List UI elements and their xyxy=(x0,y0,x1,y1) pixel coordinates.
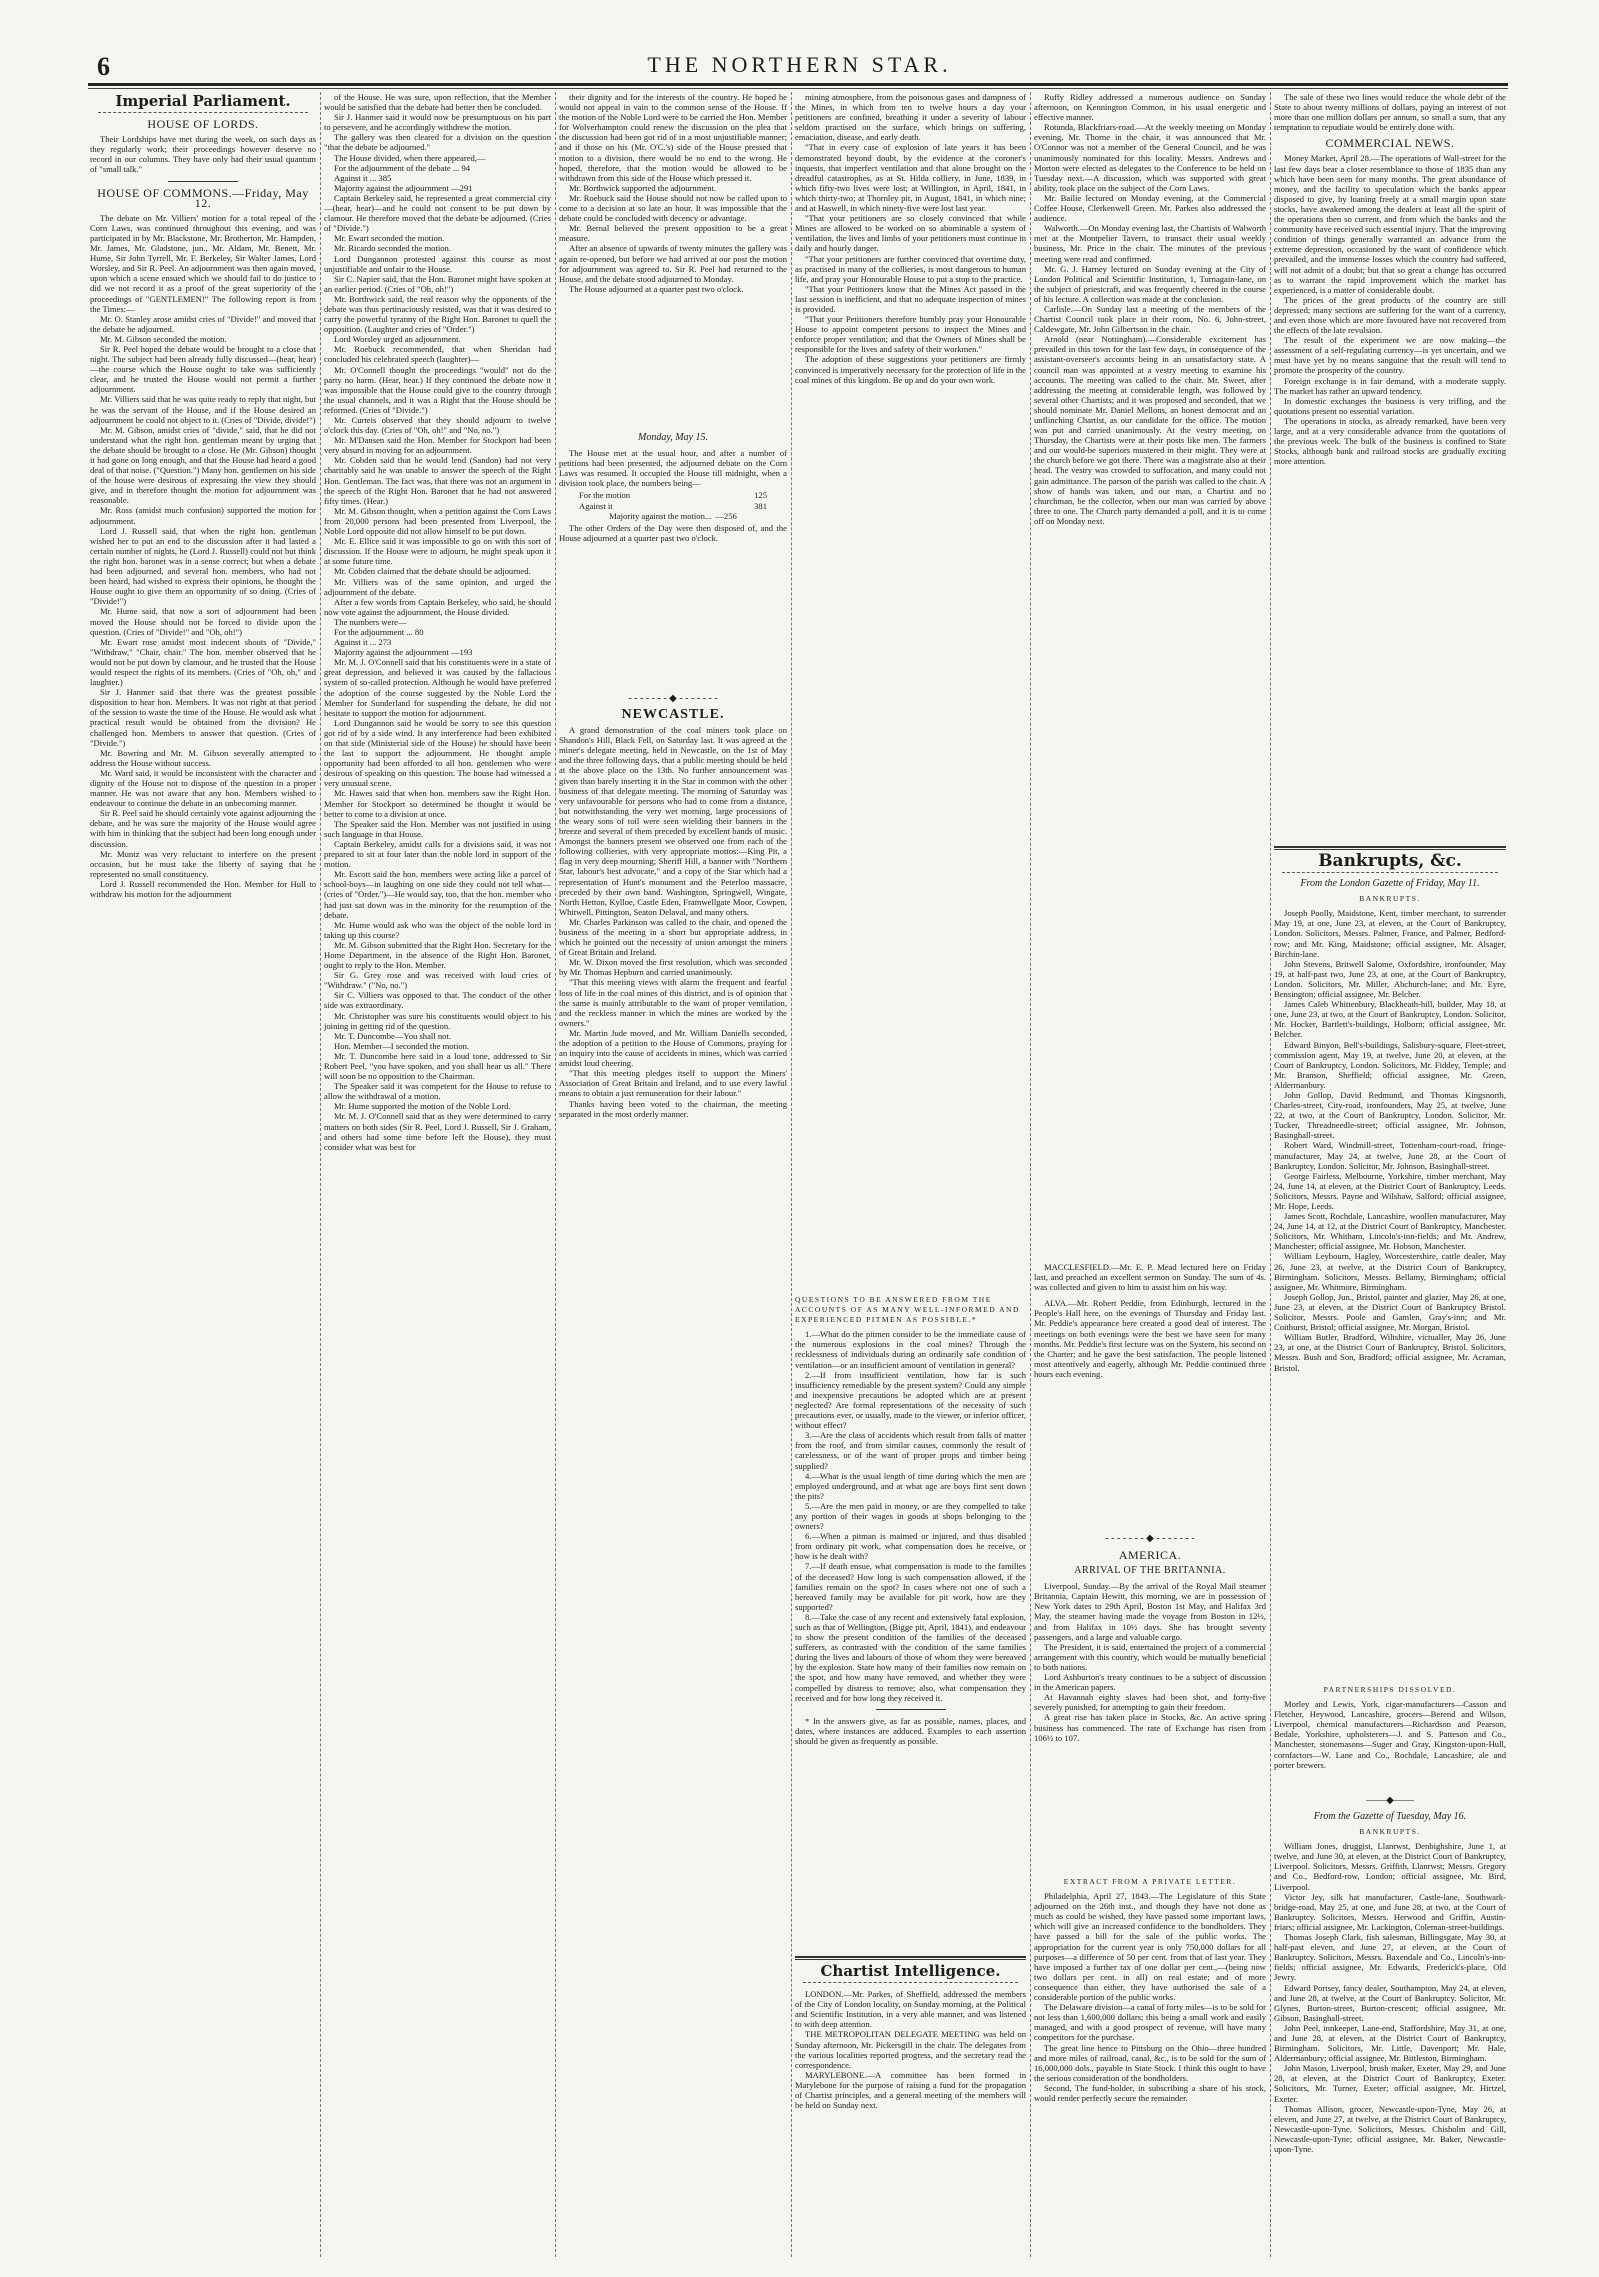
heading-britannia: ARRIVAL OF THE BRITANNIA. xyxy=(1074,1565,1226,1577)
division-label: Against it xyxy=(579,500,613,511)
article-body xyxy=(90,213,316,899)
paragraph: Second, The fund-holder, in subscribing a share of his stock, would render perfectly secure the remainder. xyxy=(1034,2082,1266,2103)
article-body xyxy=(1034,1581,1266,1743)
division-label: Majority against the motion... xyxy=(609,510,712,521)
paragraph: Victor Jey, silk hat manufacturer, Castle-lane, Southwark-bridge-road, May 25, at one, and June 28, at two, at the Court of Bankruptcy. Solicitors, Messrs. Herwood and Griffin, Austin-friars; official assignee, Mr. Lackington, Coleman-street-buildings. xyxy=(1274,1891,1506,1932)
bankrupt-list xyxy=(1274,1841,1506,2154)
paragraph: Sir G. Grey rose and was received with loud cries of "Withdraw." ("No, no.") xyxy=(324,970,551,991)
paragraph: 3.—Are the class of accidents which result from falls of matter from the roof, and from similar causes, commonly the result of carelessness, or of the want of proper props and timber being supplied? xyxy=(795,1430,1026,1471)
column-5-local xyxy=(1034,1262,1266,1530)
paragraph: The debate on Mr. Villiers' motion for a total repeal of the Corn Laws, was continued throughout this evening, and was participated in by Mr. Blackstone, Mr. Brotherton, Mr. Hampden, Mr. James, Mr. Gladstone, jun., Mr. Aldam, Mr. Benett, Mr. Hume, Sir John Tyrrell, Mr. F. Berkeley, Sir Walter James, Lord Worsley, and Sir R. Peel. An adjournment was then again moved, upon which a scene ensued which we should fail to do justice to did we not record it as a proof of the great superiority of the proceedings of "GENTLEMEN!" The following report is from the Times:— xyxy=(90,212,316,314)
paragraph: The House divided, when there appeared,— xyxy=(334,152,486,163)
heading-house-of-commons: HOUSE OF COMMONS.—Friday, May 12. xyxy=(97,185,309,210)
paragraph: Mr. Muntz was very reluctant to interfere on the present occasion, but he must take the liberty of saying that he represented no small constituency. xyxy=(90,848,316,879)
divider xyxy=(1274,846,1506,850)
paragraph: Sir R. Peel said he should certainly vote against adjourning the debate, and he was sure the majority of the House would agree with him in thinking that the subject had been long enough under discussion. xyxy=(90,808,316,849)
paragraph: After a few words from Captain Berkeley, who said, he should now vote against the adjournment, the House divided. xyxy=(324,596,551,617)
paragraph: Lord Ashburton's treaty continues to be a subject of discussion in the American papers. xyxy=(1034,1672,1266,1693)
section-title-chartist-intelligence: Chartist Intelligence. xyxy=(820,1962,1001,1980)
section-title-bankrupts: Bankrupts, &c. xyxy=(1318,851,1462,871)
paragraph: Mr. Borthwick said, the real reason why the opponents of the debate was thus pertinaciously resisted, was that it was desired to carry the powerful tyranny of the Right Hon. Baronet to quell the opposition. (Laughter and cries of "Order.") xyxy=(324,293,551,335)
paragraph: Mr. G. J. Harney lectured on Sunday evening at the City of London Political and Scientific Institution, 1, Turnagain-lane, on the subject of priestcraft, and was frequently cheered in the course of his lecture. A collection was made at the conclusion. xyxy=(1034,263,1266,304)
paragraph: Mr. M. Gibson, amidst cries of "divide," said, that he did not understand what the right hon. gentleman meant by urging that the debate should be brought to a close. He (Mr. Gibson) thought it had gone on long enough, and that the House had heard a good deal of that noise. ("Question.") Many hon. gentlemen on his side of the house were desirous of expressing the view they should give, and in therefore thought the motion for adjournment was reasonable. xyxy=(90,424,316,506)
paragraph: Mr. M. Gibson submitted that the Right Hon. Secretary for the Home Department, in the absence of the Right Hon. Baronet, ought to reply to the Hon. Member. xyxy=(324,939,551,971)
paragraph: "That your petitioners are further convinced that overtime duty, as practised in many of the collieries, is most dangerous to human life, and pray your Honourable House to put a stop to the practice. xyxy=(795,253,1026,284)
paragraph: "That your petitioners are so closely convinced that while Mines are allowed to be worked on so abominable a system of ventilation, the lives and limbs of your petitioners must continue in daily and hourly danger. xyxy=(795,213,1026,254)
paragraph: Walworth.—On Monday evening last, the Chartists of Walworth met at the Montpelier Tavern, to transact their usual weekly business, Mr. Price in the chair. The minutes of the previous meeting were read and confirmed. xyxy=(1034,223,1266,264)
paragraph: Mr. M. Gibson seconded the motion. xyxy=(100,333,227,344)
paragraph: Mr. Hume supported the motion of the Noble Lord. xyxy=(334,1101,511,1112)
heading-gazette-tuesday: From the Gazette of Tuesday, May 16. xyxy=(1313,1811,1467,1822)
paragraph: 8.—Take the case of any recent and extensively fatal explosion, such as that of Wellington, (Bigge pit, April, 1841), and endeavour to show the present condition of the families of the deceased sufferers, as contrasted with the condition of the same families during the lives and labours of those of whom they were bereaved by the explosion. State how many of their families now remain on the spot, and how many have removed, and whether they were compelled by distress to remove; also, what compensation they received and for how long they received it. xyxy=(795,1611,1026,1703)
division-value: —256 xyxy=(715,510,737,521)
paragraph: The President, it is said, entertained the project of a commercial arrangement with this country, which would be mutually beneficial to both nations. xyxy=(1034,1641,1266,1672)
column-5-america xyxy=(1034,1528,1266,1878)
paragraph: Their Lordships have met during the week, on such days as they regularly work; their proceedings however deserve no record in our columns. They have only had their usual quantum of "small talk." xyxy=(90,134,316,175)
column-3-newcastle xyxy=(559,688,787,2252)
division-label: For the motion xyxy=(579,490,631,501)
paragraph: The Speaker said the Hon. Member was not justified in using such language in that House. xyxy=(324,818,551,839)
paragraph: THE METROPOLITAN DELEGATE MEETING was held on Sunday afternoon, Mr. Pickersgill in the chair. The delegates from the various localities reported progress, and the secretary read the correspondence. xyxy=(795,2029,1026,2070)
heading-bankrupts-list: BANKRUPTS. xyxy=(1359,894,1421,904)
paragraph: George Fairless, Melbourne, Yorkshire, timber merchant, May 24, June 14, at eleven, at the District Court of Bankruptcy, Leeds. Solicitors, Messrs. Payne and Wilshaw, Salford; official assignee, Mr. Hope, Leeds. xyxy=(1274,1170,1506,1211)
paragraph: A grand demonstration of the coal miners took place on Shandon's Hill, Black Fell, on Saturday last. It was agreed at the miner's delegate meeting, held in Newcastle, on the 1st of May and the three following days, that a public meeting should be held at the above place on the 13th. No further announcement was given than barely inserting it in the Star in common with the other business of that delegate meeting. The morning of Saturday was very unfavourable for persons who had to come from a distance, but notwithstanding the very wet morning, large processions of the weary sons of toil were seen wielding their banners in the breeze and several of them preceded by excellent bands of music. Amongst the banners present we observed one from each of the following collieries, with very appropriate mottos:—King Pit, a flag in very deep mourning; Sheriff Hill, a banner with "Northern Star, labour's best advocate," and a copy of the Star which had a representation of Hunt's monument and the Peterloo massacre, preceded by their own band. Washington, Springwell, Wingate, North Hetton, Kylloe, Castle Eden, Framwellgate Moor, Cowpen, Whitwell, Pittington, Seaton Delaval, and many others. xyxy=(559,725,787,917)
ornament-divider: - - - - - - - ◆ - - - - - - - xyxy=(1105,1533,1195,1544)
paragraph: Mr. Bowring and Mr. M. Gibson severally attempted to address the House without success. xyxy=(90,747,316,768)
paragraph: "That this meeting views with alarm the frequent and fearful loss of life in the coal mines of this district, and is of opinion that the same is mainly attributable to the want of proper ventilation, and the reckless manner in which the mines are worked by the owners." xyxy=(559,977,787,1028)
paragraph: Majority against the adjournment —193 xyxy=(334,647,473,658)
report-alva: ALVA.—Mr. Robert Peddie, from Edinburgh, lectured in the People's Hall here, on the evenings of Thursday and Friday last. Mr. Peddie's appearance here created a good deal of interest. The meetings on both evenings were the best we have seen for many months. Mr. Peddie's first lecture was on the System, his second on the Charter; and he gave the best satisfaction. The people listened most attentively and eagerly, although Mr. Peddie continued three hours each evening. xyxy=(1034,1298,1266,1379)
paragraph: MARYLEBONE.—A committee has been formed in Marylebone for the purpose of raising a fund for the propagation of Chartist principles, and a general meeting of the members will be held on Sunday next. xyxy=(795,2069,1026,2111)
paragraph: Thanks having been voted to the chairman, the meeting separated in the most orderly manner. xyxy=(559,1098,787,1119)
paragraph: Mr. Charles Parkinson was called to the chair, and opened the business of the meeting in a short but appropriate address, in which he pointed out the necessity of union amongst the miners of Great Britain and Ireland. xyxy=(559,916,787,958)
column-1 xyxy=(90,92,316,2252)
paragraph: For the adjournment of the debate ... 94 xyxy=(334,162,471,173)
paragraph: 1.—What do the pitmen consider to be the immediate cause of the numerous explosions in the coal mines? Through the recklessness of individuals during an ordinarily safe condition of ventilation—or an insufficient amount of ventilation in general? xyxy=(795,1329,1026,1370)
paragraph: William Leybourn, Hagley, Worcestershire, cattle dealer, May 26, June 23, at twelve, at the District Court of Bankruptcy, Birmingham. Solicitors, Messrs. Bellamy, Birmingham; official assignee, Mr. Whitmore, Birmingham. xyxy=(1274,1251,1506,1292)
paragraph: "That this meeting pledges itself to support the Miners' Association of Great Britain and Ireland, and to use every lawful means to obtain a just remuneration for their labour." xyxy=(559,1068,787,1099)
paragraph: "That your Petitioners therefore humbly pray your Honourable House to appoint competent persons to inspect the Mines and enforce proper ventilation; and that the Owners of Mines shall be responsible for the lives and safety of their workmen." xyxy=(795,314,1026,355)
paragraph: Mr. Cobden said that he would lend (Sandon) had not very charitably said he was unable to answer the speech of the Right Hon. Gentleman. The fact was, that there was not an argument in the speech of the Right Hon. Baronet that he had not answered fifty times. (Hear.) xyxy=(324,455,551,506)
paragraph: Mr. T. Duncombe here said in a loud tone, addressed to Sir Robert Peel, "you have spoken, and you shall hear us all." There will soon be no opposition to the Chairman. xyxy=(324,1050,551,1082)
paragraph: James Scott, Rochdale, Lancashire, woollen manufacturer, May 24, June 14, at 12, at the District Court of Bankruptcy, Manchester. Solicitors, Mr. Whitham, Lincoln's-inn-fields; and Mr. Andrew, Manchester; official assignee, Mr. Hobson, Manchester. xyxy=(1274,1211,1506,1252)
division-value: 381 xyxy=(754,500,767,511)
column-5-chartist xyxy=(1034,92,1266,1256)
divider xyxy=(876,1709,946,1710)
paragraph: 2.—If from insufficient ventilation, how far is such insufficiency remediable by the present system? Could any simple and inexpensive precautions be adopted which are at present neglected? Are formal representations of the necessity of such precautions ever, or usually, made to the viewer, or inferior officer, without effect? xyxy=(795,1369,1026,1431)
masthead-rule xyxy=(88,83,1508,89)
paragraph: Sir J. Hanmer said that there was the greatest possible disposition to hear hon. Members. It was not right at that period of the session to waste the time of the House. He would ask what practical result would be obtained from the division? He challenged hon. Members to answer that question. (Cries of "Divide.") xyxy=(90,687,316,748)
paragraph: William Butler, Bradford, Wiltshire, victualler, May 26, June 23, at one, at the District Court of Bankruptcy, Bristol. Solicitors, Messrs. Bush and Son, Bradford; official assignee, Mr. Acraman, Bristol. xyxy=(1274,1332,1506,1373)
heading-newcastle: NEWCASTLE. xyxy=(621,707,725,722)
heading-bankrupts-list: BANKRUPTS. xyxy=(1359,1827,1421,1837)
paragraph: The adoption of these suggestions your petitioners are firmly convinced is imperatively necessary for the protection of life in the coal mines of this kingdom. Be up and do your own work. xyxy=(795,354,1026,385)
paragraph: Mr. Ewart seconded the motion. xyxy=(334,233,445,244)
question-list xyxy=(795,1329,1026,1702)
bankrupt-list xyxy=(1274,908,1506,1372)
heading-monday: Monday, May 15. xyxy=(638,432,708,443)
column-2 xyxy=(324,92,551,2252)
paragraph: Edward Portsey, fancy dealer, Southampton, May 24, at eleven, and June 28, at twelve, at the Court of Bankruptcy. Solicitor, Mr. Glynes, Burton-street, Burton-crescent; official assignee, Mr. Gibson, Basinghall-street. xyxy=(1274,1982,1506,2023)
paragraph: Captain Berkeley, amidst calls for a divisions said, it was not prepared to sit at four later than the noble lord in support of the motion. xyxy=(324,838,551,870)
paragraph: Lord Dungannon protested against this course as most unjustifiable and unfair to the House. xyxy=(324,253,551,274)
paragraph: mining atmosphere, from the poisonous gases and dampness of the Mines, in which from ten to twelve hours a day your petitioners are confined, breathing it under a severity of labour seldom practised on the surface, which brings on suffering, emaciation, disease, and early death. xyxy=(795,92,1026,143)
paragraph: Arnold (near Nottingham).—Considerable excitement has prevailed in this town for the last few days, in consequence of the assistant-overseer's accounts being in an unsatisfactory state. A council man was appointed at a vestry meeting to examine his accounts. The meeting was called to the chair. Mr. Sweet, after addressing the meeting at considerable length, was followed by several other Chartists; and it was proposed and seconded, that we should nominate Mr. Daniel Mellons, an honest democrat and an unflinching Chartist, as our candidate for the office. The motion was put and carried unanimously. At the vestry meeting, on Thursday, the Chartists were at their posts like men. The farmers and our would-be superiors mustered in their might. They were at the church before we got there. There was a magistrate also at their head. The vestry was crowded to suffocation, and many could not gain admittance. The parson of the parish was called to the chair. A show of hands was taken, and our man, a Chartist and no churchman, be the collector, when our man was carried by above three to one. The Church party demanded a poll, and it is to come off on Monday next. xyxy=(1034,334,1266,526)
paragraph: The House met at the usual hour, and after a number of petitions had been presented, the adjourned debate on the Corn Laws was resumed. It occupied the House till midnight, when a division took place, the numbers being— xyxy=(559,448,787,489)
paragraph: Captain Berkeley said, he represented a great commercial city—(hear, hear)—and he could not consent to be put down by clamour. He therefore moved that the debate be adjourned. (Cries of "Divide.") xyxy=(324,192,551,234)
divider xyxy=(168,181,238,182)
paragraph: Mr. M. J. O'Connell said that his constituents were in a state of great depression, and believed it was caused by the fallacious system of so-called protection. Although he would have preferred the adoption of the course suggested by the Noble Lord the Member for Sunderland for suspending the debate, he did not hesitate to support the motion for adjournment. xyxy=(324,657,551,718)
paragraph: Mr. Ward said, it would be inconsistent with the character and dignity of the House not to dispose of the question in a proper manner. He was not aware that any hon. Members wished to endeavour to continue the debate in an unbecoming manner. xyxy=(90,767,316,809)
article-body xyxy=(559,448,787,488)
article-body xyxy=(559,523,787,543)
paragraph: Majority against the adjournment —291 xyxy=(334,182,473,193)
paragraph: Money Market, April 28.—The operations of Wall-street for the last few days bear a closer resemblance to those of 1835 than any which have been seen for many months. The great abundance of money, and the facility to speculation which the banks appear disposed to give, by loaning freely at a small margin upon state stocks, have awakened among the dealers at least all the spirit of the operations then so current, and from which the banks and the community have received such essential injury. That the improving condition of things generally warranted an advance from the extreme depression, occasioned by the want of confidence which prevailed, and the immense losses which the country had suffered, will not admit of a doubt; but that so great a change has occurred as to warrant the rapid improvement which the market has experienced, is a matter of considerable doubt. xyxy=(1274,153,1506,295)
paragraph: "That in every case of explosion of late years it has been demonstrated beyond doubt, by the evidence at the coroner's inquests, that imperfect ventilation and that alone brought on the dreadful catastrophes, as at St. Hilda colliery, in June, 1839, in which fifty-two lives were lost; at Willington, in April, 1841, in which thirty-two; at Thornley pit, in August, 1841, in which nine; and at Haswell, in which ninety-five were lost last year. xyxy=(795,142,1026,214)
heading-private-letter: EXTRACT FROM A PRIVATE LETTER. xyxy=(1063,1877,1237,1886)
paragraph: LONDON.—Mr. Parkes, of Sheffield, addressed the members of the City of London locality, on Sunday morning, at the Political and Scientific Institution, in a very able manner, and was listened to with deep attention. xyxy=(795,1989,1026,2030)
divider xyxy=(1282,872,1498,873)
article-body xyxy=(324,92,551,1152)
paragraph: of the House. He was sure, upon reflection, that the Member would be satisfied that the debate had better then be concluded. xyxy=(324,92,551,113)
paragraph: Mr. M'Dansen said the Hon. Member for Stockport had been very absurd in moving for an adjournment. xyxy=(324,435,551,456)
article-body xyxy=(1034,92,1266,526)
paragraph: their dignity and for the interests of the country. He hoped he would not appeal in vain to the common sense of the House. If the motion of the Noble Lord were to be carried the Hon. Member for Wolverhampton could renew the discussion on the plea that the discussion had been got rid of in a most unjustifiable manner; and if those on his (Mr. O'C.'s) side of the House pressed that motion to a division, there would be no end to the wrong. He hoped, therefore, that the motion would be allowed to be withdrawn from this side of the House which pressed it. xyxy=(559,92,787,183)
paragraph: Edward Binyon, Bell's-buildings, Salisbury-square, Fleet-street, commission agent, May 19, at twelve, June 20, at eleven, at the Court of Bankruptcy, London. Solicitors, Mr. Fiddey, Temple; and Mr. Branson, Sheffield; official assignee, Mr. Green, Aldermanbury. xyxy=(1274,1039,1506,1090)
paragraph: The House adjourned at a quarter past two o'clock. xyxy=(569,283,744,294)
column-4-petition xyxy=(795,92,1026,1282)
paragraph: After an absence of upwards of twenty minutes the gallery was again re-opened, but before we had arrived at our post the motion for adjournment was agreed to. Sir R. Peel had returned to the House, and the debate stood adjourned to Monday. xyxy=(559,243,787,284)
article-body xyxy=(1034,1891,1266,2103)
ornament-divider: ——◆—— xyxy=(1366,1795,1414,1806)
column-divider xyxy=(555,92,556,2257)
paragraph: Rotunda, Blackfriars-road.—At the weekly meeting on Monday evening, Mr. Thorne in the chair, it was announced that Mr. O'Connor was not a member of the General Council, and he was unanimously nominated for this locality. Messrs. Andrews and Morton were elected as delegates to the Conference to be held on Tuesday next.—A discussion, which was supported with great ability, took place on the subject of the Corn Laws. xyxy=(1034,122,1266,193)
paragraph: Mr. Hume would ask who was the object of the noble lord in taking up this course? xyxy=(324,919,551,940)
paragraph: Mr. O. Stanley arose amidst cries of "Divide!" and moved that the debate be adjourned. xyxy=(90,313,316,334)
paragraph: The prices of the great products of the country are still depressed; many sections are suffering for the want of a currency, and even those which are more favoured have not recovered from the effects of the late revulsion. xyxy=(1274,294,1506,336)
paragraph: John Stevens, Britwell Salome, Oxfordshire, ironfounder, May 19, at half-past two, June 23, at one, at the Court of Bankruptcy, London. Solicitors, Mr. Miller, Abchurch-lane; and Mr. Eyre, Bensington; official assignee, Mr. Belcher. xyxy=(1274,958,1506,1000)
column-divider xyxy=(791,92,792,2257)
paragraph: Mr. Martin Jude moved, and Mr. William Daniells seconded, the adoption of a petition to the House of Commons, praying for an inquiry into the cause of accidents in mines, which was carried amidst loud cheering. xyxy=(559,1027,787,1069)
heading-house-of-lords: HOUSE OF LORDS. xyxy=(147,117,259,132)
paragraph: Lord Worsley urged an adjournment. xyxy=(334,334,461,345)
paragraph: Mr. T. Duncombe—You shall not. xyxy=(334,1030,451,1041)
article-body xyxy=(559,92,787,294)
paragraph: Lord J. Russell said, that when the right hon. gentleman wished her to put an end to the discussion after it had lasted a certain number of nights, he (Lord J. Russell) could not but think the right hon. baronet was in a sense correct; but when a debate had been adjourned, and several hon. members, who had not been heard, had wished to express their opinions, he thought the House ought to give them an opportunity of so doing. (Cries of "Divide!") xyxy=(90,525,316,607)
paragraph: The gallery was then cleared for a division on the question "that the debate be adjourned." xyxy=(324,132,551,153)
paragraph: The Speaker said it was competent for the House to refuse to allow the withdrawal of a motion. xyxy=(324,1081,551,1102)
column-6-bankrupts xyxy=(1274,840,1506,1760)
paragraph: Sir J. Hanmer said it would now be presumptuous on his part to persevere, and he accordingly withdrew the motion. xyxy=(324,112,551,133)
masthead-title: THE NORTHERN STAR. xyxy=(647,52,952,77)
paragraph: James Caleb Whittenbury, Blackheath-hill, builder, May 18, at one, June 23, at two, at the Court of Bankruptcy, London. Solicitor, Mr. Hocker, Bartlett's-buildings, Holborn; official assignee, Mr. Belcher. xyxy=(1274,999,1506,1040)
paragraph: John Gollop, David Redmund, and Thomas Kingsnorth, Charles-street, City-road, ironfounders, May 25, at twelve, June 22, at two, at the Court of Bankruptcy, London. Solicitor, Mr. Tucker, Threadneedle-street; official assignee, Mr. Johnson, Basinghall-street. xyxy=(1274,1089,1506,1141)
paragraph: Robert Ward, Windmill-street, Tottenham-court-road, fringe-manufacturer, May 24, at twelve, June 28, at the Court of Bankruptcy, London. Solicitor, Mr. Johnson, Basinghall-street. xyxy=(1274,1140,1506,1171)
paragraph: The operations in stocks, as already remarked, have been very large, and at a very considerable advance from the quotations of the previous week. The bulk of the business is confined to State Stocks, although bank and railroad stocks are gradually exciting more attention. xyxy=(1274,415,1506,467)
paragraph: For the adjournment ... 80 xyxy=(334,626,424,637)
paragraph: 6.—When a pitman is maimed or injured, and thus disabled from ordinary pit work, what compensation does he receive, or how is he dealt with? xyxy=(795,1531,1026,1562)
paragraph: 7.—If death ensue, what compensation is made to the families of the deceased? How long is such compensation allowed, if the families remain on the spot? In cases where not one of such a bereaved family may be available for pit work, how are they supported? xyxy=(795,1561,1026,1612)
paragraph: Mr. Cobden claimed that the debate should be adjourned. xyxy=(334,566,531,577)
paragraph: Ruffy Ridley addressed a numerous audience on Sunday afternoon, on Kennington Common, in his usual energetic and effective manner. xyxy=(1034,92,1266,123)
paragraph: Thomas Joseph Clark, fish salesman, Billingsgate, May 30, at half-past eleven, and June 27, at eleven, at the Court of Bankruptcy. Solicitors, Messrs. Baxendale and Co., Lincoln's-inn-fields; official assignee, Mr. Edwards, Frederick's-place, Old Jewry. xyxy=(1274,1932,1506,1983)
page-number: 6 xyxy=(97,52,110,81)
paragraph: Mr. Ricardo seconded the motion. xyxy=(334,243,451,254)
article-body xyxy=(795,1989,1026,2110)
paragraph: Sir R. Peel hoped the debate would be brought to a close that night. The subject had been already fully discussed—(hear, hear)—the course which the House ought to take was sufficiently clear, and he trusted the House would not permit a further adjournment. xyxy=(90,343,316,395)
paragraph: Mr. Ross (amidst much confusion) supported the motion for adjournment. xyxy=(90,505,316,526)
paragraph: Mr. M. Gibson thought, when a petition against the Corn Laws from 20,000 persons had been presented from Liverpool, the Noble Lord opposite did not allow himself to be put down. xyxy=(324,505,551,537)
paragraph: Mr. Roebuck said the House should not now be called upon to come to a decision at so late an hour. It was impossible that the debate could be concluded with decency or advantage. xyxy=(559,192,787,224)
paragraph: Mr. Borthwick supported the adjournment. xyxy=(569,182,717,193)
paragraph: In domestic exchanges the business is very trifling, and the quotations present no essential variation. xyxy=(1274,395,1506,416)
article-body xyxy=(1274,92,1506,132)
paragraph: Lord Dungannon said he would be sorry to see this question got rid of by a side wind. It any interference had been exhibited on that side (Ministerial side of the House) he should have been the last to support the adjournment. He thought ample opportunity had been afforded to all hon. gentlemen who were desirous of speaking on this question. The house had witnessed a very unusual scene. xyxy=(324,717,551,789)
paragraph: Against it ... 273 xyxy=(334,637,392,648)
paragraph: 4.—What is the usual length of time during which the men are employed underground, and at what age are boys first sent down the pits? xyxy=(795,1470,1026,1501)
paragraph: Hon. Member—I seconded the motion. xyxy=(334,1040,470,1051)
section-title-imperial-parliament: Imperial Parliament. xyxy=(115,92,291,110)
column-divider xyxy=(320,92,321,2257)
paragraph: Sir C. Napier said, that the Hon. Baronet might have spoken at an earlier period. (Cries of "Oh, oh!") xyxy=(324,273,551,294)
column-4-questions xyxy=(795,1290,1026,1940)
column-6-commercial xyxy=(1274,92,1506,852)
paragraph: Philadelphia, April 27, 1843.—The Legislature of this State adjourned on the 26th inst., and though they have not done as much as could be wished, they have passed some important laws, which will give an increased confidence to the bondholders. They have passed a bill for the sale of the public works. The appropriation for the current year is only 750,000 dollars for all purposes—a difference of 50 per cent. from that of last year. They have imposed a further tax of one dollar per cent.,—(being now two dollars per cent. in all) on real estate; and of more consequence than either, they have authorised the sale of a considerable portion of the public works. xyxy=(1034,1891,1266,2003)
paragraph: Sir C. Villiers was opposed to that. The conduct of the other side was extraordinary. xyxy=(324,990,551,1011)
heading-partnerships: PARTNERSHIPS DISSOLVED. xyxy=(1323,1685,1457,1694)
paragraph: Mr. Christopher was sure his constituents would object to his joining in getting rid of the question. xyxy=(324,1010,551,1031)
article-body xyxy=(90,134,316,174)
column-6-gazette-tuesday xyxy=(1274,1790,1506,2252)
division-table xyxy=(579,490,767,520)
paragraph: The great line hence to Pittsburg on the Ohio—three hundred and more miles of railroad, canal, &c., is to be sold for the sum of 16,000,000 dols., payable in State Stock. I think this ought to have the serious consideration of the bondholders. xyxy=(1034,2042,1266,2083)
divider xyxy=(98,112,308,113)
paragraph: Mr. M. J. O'Connell said that as they were determined to carry matters on both sides (Sir R. Peel, Lord J. Russell, Sir J. Graham, and others had some time before left the House), they must consider what was best for xyxy=(324,1111,551,1152)
paragraph: At Havannah eighty slaves had been shot, and forty-five severely punished, for attempting to gain their freedom. xyxy=(1034,1692,1266,1713)
heading-gazette-friday: From the London Gazette of Friday, May 11. xyxy=(1300,878,1480,890)
paragraph: Mr. E. Ellice said it was impossible to go on with this sort of discussion. If the House were to adjourn, he might speak upon it at some future time. xyxy=(324,536,551,567)
heading-america: AMERICA. xyxy=(1118,1548,1182,1562)
paragraph: William Jones, druggist, Llanrwst, Denbighshire, June 1, at twelve, and June 30, at eleven, at the District Court of Bankruptcy, Liverpool. Solicitors, Messrs. Griffith, Llanrwst; Messrs. Gregory and Co., Bedford-row, London; official assignee, Mr. Bird, Liverpool. xyxy=(1274,1841,1506,1892)
paragraph: Mr. Roebuck recommended, that when Sheridan had concluded his celebrated speech (laughter)— xyxy=(324,344,551,365)
ornament-divider: - - - - - - - ◆ - - - - - - - xyxy=(628,693,718,704)
paragraph: The numbers were— xyxy=(334,616,407,627)
paragraph: Liverpool, Sunday.—By the arrival of the Royal Mail steamer Britannia, Captain Hewitt, this morning, we are in possession of New York dates to 29th April, Boston 1st May, and Halifax 3rd May, the steamer having made the voyage from Boston in 12½, and from Halifax in 10½ days. She has brought seventy passengers, and a large and valuable cargo. xyxy=(1034,1581,1266,1642)
paragraph: Foreign exchange is in fair demand, with a moderate supply. The market has rather an upward tendency. xyxy=(1274,375,1506,396)
heading-questions: QUESTIONS TO BE ANSWERED FROM THE ACCOUNTS OF AS MANY WELL-INFORMED AND EXPERIENCED PITMEN AS POSSIBLE.* xyxy=(795,1295,1020,1325)
paragraph: Mr. O'Connell thought the proceedings "would" not do the party no harm. (Hear, hear.) If they continued the debate now it was impossible that the House could give to the country through the usual channels, and it was a Right that the House should be reformed. (Cries of "Divide.") xyxy=(324,364,551,415)
paragraph: Carlisle.—On Sunday last a meeting of the members of the Chartist Council took place in their room, No. 6, John-street, Caldewgate, Mr. John Gilbertson in the chair. xyxy=(1034,303,1266,335)
divider xyxy=(803,1982,1018,1983)
paragraph: Thomas Allison, grocer, Newcastle-upon-Tyne, May 26, at eleven, and June 27, at twelve, at the District Court of Bankruptcy, Newcastle-upon-Tyne. Solicitors, Messrs. Chisholm and Gill, Newcastle-upon-Tyne; official assignee, Mr. Baker, Newcastle-upon-Tyne. xyxy=(1274,2103,1506,2154)
paragraph: John Peel, innkeeper, Lane-end, Staffordshire, May 31, at one, and June 28, at eleven, at the District Court of Bankruptcy, Birmingham. Solicitors, Mr. Little, Davenport; Mr. Hale, Aldermanbury; official assignee, Mr. Bittleston, Birmingham. xyxy=(1274,2022,1506,2064)
partnerships-list: Morley and Lewis, York, cigar-manufacturers—Casson and Fletcher, Heywood, Lancashire, grocers—Berend and Wilson, Liverpool, chemical manufacturers—Richardson and Pearson, Bedale, Yorkshire, upholsterers—J. and S. Patteson and Co., Manchester, stonemasons—Suger and Gray, Kingston-upon-Hull, cornfactors—W. Lane and Co., Rochdale, Lancashire, ale and porter brewers. xyxy=(1274,1699,1506,1770)
column-3-debate xyxy=(559,92,787,422)
division-value: 125 xyxy=(754,490,767,501)
paragraph: Mr. Bernal believed the present opposition to be a great measure. xyxy=(559,223,787,244)
report-macclesfield: MACCLESFIELD.—Mr. E. P. Mead lectured here on Friday last, and preached an excellent sermon on Sunday. The sum of 4s. was collected and given to him to assist him on his way. xyxy=(1034,1262,1266,1293)
footnote: * In the answers give, as far as possible, names, places, and dates, where instances are adduced. Examples to each assertion should be given as frequently as possible. xyxy=(795,1715,1026,1746)
divider xyxy=(795,1956,1026,1960)
paragraph: The sale of these two lines would reduce the whole debt of the State to about twenty millions of dollars, paying an interest of not more than one million dollars per annum, so small a sum, that any temptation to repudiate would be entirely done with. xyxy=(1274,92,1506,133)
article-body xyxy=(1274,153,1506,466)
paragraph: Mr. W. Dixon moved the first resolution, which was seconded by Mr. Thomas Hepburn and carried unanimously. xyxy=(559,957,787,978)
paragraph: Mr. Escott said the hon. members were acting like a parcel of school-boys—in laughing on one side they could not tell what—(cries of "Order.")—He would say, too, that the hon. member who had just sat down was in the minority for the resumption of the debate. xyxy=(324,869,551,920)
paragraph: Lord J. Russell recommended the Hon. Member for Hull to withdraw his motion for the adjournment xyxy=(90,878,316,900)
paragraph: Mr. Hume said, that now a sort of adjournment had been moved the House should not be forced to divide upon the question. (Cries of "Divide!" and "Oh, oh!") xyxy=(90,606,316,637)
paragraph: Mr. Curteis observed that they should adjourn to twelve o'clock this day. (Cries of "Oh, oh!" and "No, no.") xyxy=(324,415,551,436)
paragraph: Mr. Ewart rose amidst most indecent shouts of "Divide," "Withdraw," "Chair, chair." The hon. member observed that he would not be put down by clamour, and he trusted that the House would respect the rights of its members. (Cries of "Oh, oh," and laughter.) xyxy=(90,636,316,688)
paragraph: Mr. Villiers said that he was quite ready to reply that night, but he was the servant of the House, and if the House desired an adjournment he could not object to it. (Cries of "Divide, divide!") xyxy=(90,394,316,425)
paragraph: Mr. Villiers was of the same opinion, and urged the adjournment of the debate. xyxy=(324,576,551,597)
column-4-chartist xyxy=(795,1950,1026,2252)
paragraph: A great rise has taken place in Stocks, &c. An active spring business has commenced. The rate of Exchange has risen from 106½ to 107. xyxy=(1034,1712,1266,1743)
paragraph: Mr. Bailie lectured on Monday evening, at the Commercial Coffee House, Clerkenwell Green. Mr. Parkes also addressed the audience. xyxy=(1034,192,1266,224)
column-6-partnerships xyxy=(1274,1680,1506,1790)
column-5-letter xyxy=(1034,1872,1266,2252)
paragraph: Joseph Poolly, Maidstone, Kent, timber merchant, to surrender May 19, at one, June 23, at eleven, at the Court of Bankruptcy, London. Solicitors, Messrs. Palmer, France, and Palmer, Bedford-row; and Mr. King, Maidstone; official assignee, Mr. Alsager, Birchin-lane. xyxy=(1274,908,1506,959)
paragraph: The result of the experiment we are now making—the assessment of a self-regulating currency—is yet uncertain, and we must have yet by no means sanguine that the result will tend to promote the prosperity of the country. xyxy=(1274,335,1506,376)
column-divider xyxy=(1030,92,1031,2257)
paragraph: 5.—Are the men paid in money, or are they compelled to take any portion of their wages in goods at shops belonging to the owners? xyxy=(795,1500,1026,1532)
article-body xyxy=(795,92,1026,385)
paragraph: Joseph Gollop, Jun., Bristol, painter and glazier, May 26, at one, June 23, at eleven, at the District Court of Bankruptcy Bristol. Solicitor, Messrs. Poole and Gamlen, Gray's-inn; and Mr. Coithurst, Bristol; official assignee, Mr. Morgan, Bristol. xyxy=(1274,1291,1506,1333)
heading-commercial-news: COMMERCIAL NEWS. xyxy=(1325,136,1455,151)
paragraph: Against it ... 385 xyxy=(334,172,392,183)
column-3-monday xyxy=(559,428,787,692)
paragraph: The Delaware division—a canal of forty miles—is to be sold for not less than 1,600,000 dollars; this being a small work and easily managed, and with a good prospect of revenue, will have many competitors for the purchase. xyxy=(1034,2002,1266,2043)
paragraph: The other Orders of the Day were then disposed of, and the House adjourned at a quarter past two o'clock. xyxy=(559,522,787,543)
paragraph: "That your Petitioners know that the Mines Act passed in the last session is inefficient, and that no adequate inspection of mines is provided. xyxy=(795,283,1026,314)
paragraph: John Mason, Liverpool, brush maker, Exeter, May 29, and June 28, at eleven, at the District Court of Bankruptcy, Exeter. Solicitors, Mr. Turner, Exeter; official assignee, Mr. Hirtzel, Exeter. xyxy=(1274,2063,1506,2104)
article-body xyxy=(559,725,787,1119)
paragraph: Mr. Hawes said that when hon. members saw the Right Hon. Member for Stockport so determined he thought it would be better to come to a division at once. xyxy=(324,788,551,819)
column-divider xyxy=(1270,92,1271,2257)
